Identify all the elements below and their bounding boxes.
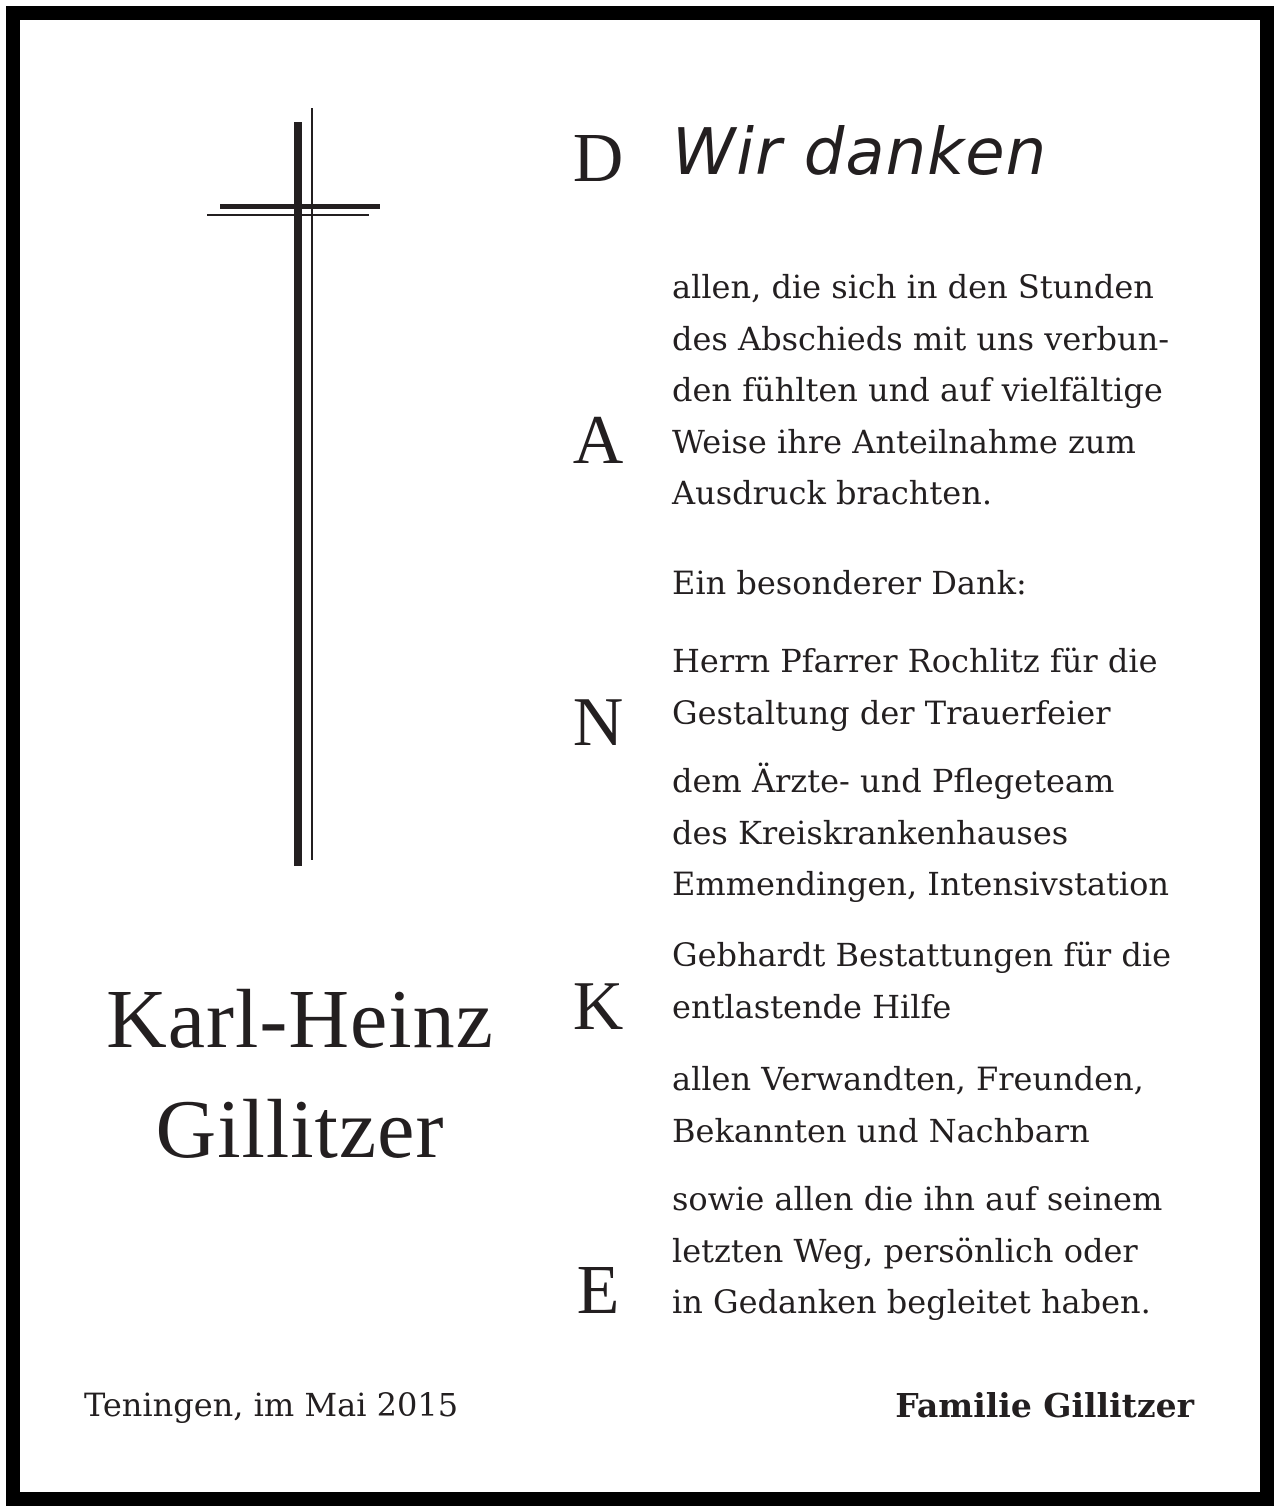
danke-letter-d: D	[572, 120, 624, 197]
text-line: Gestaltung der Trauerfeier	[672, 693, 1111, 732]
danke-letter-a: A	[572, 402, 624, 479]
paragraph-pastor	[672, 636, 1232, 739]
text-line: des Kreiskrankenhauses	[672, 813, 1069, 852]
text-line: Gebhardt Bestattungen für die	[672, 936, 1172, 974]
danke-letter-k: K	[572, 968, 624, 1045]
deceased-first-name: Karl-Heinz	[106, 973, 494, 1066]
heading-wir-danken: Wir danken	[672, 116, 1048, 190]
text-line: Bekannten und Nachbarn	[672, 1111, 1090, 1150]
danke-letter-n: N	[572, 684, 624, 761]
text-line: allen, die sich in den Stunden	[672, 268, 1154, 306]
text-line: Emmendingen, Intensivstation	[672, 865, 1170, 903]
family-signature: Familie Gillitzer	[895, 1386, 1194, 1425]
danke-letter-e: E	[576, 1252, 620, 1329]
place-and-date: Teningen, im Mai 2015	[84, 1386, 459, 1424]
paragraph-thanks-intro	[672, 262, 1232, 520]
paragraph-last-way	[672, 1174, 1232, 1329]
paragraph-funeral-home	[672, 930, 1232, 1033]
deceased-last-name: Gillitzer	[155, 1083, 445, 1176]
text-line: letzten Weg, persönlich oder	[672, 1231, 1138, 1270]
text-line: in Gedanken begleitet haben.	[672, 1283, 1151, 1321]
paragraph-relatives	[672, 1054, 1232, 1157]
text-line: den fühlten und auf vielfältige	[672, 371, 1163, 409]
paragraph-special-thanks	[672, 558, 1232, 610]
text-line: des Abschieds mit uns verbun-	[672, 319, 1170, 358]
text-line: Herrn Pfarrer Rochlitz für die	[672, 642, 1158, 680]
text-line: Weise ihre Anteilnahme zum	[672, 422, 1136, 461]
text-line: dem Ärzte- und Pflegeteam	[672, 762, 1115, 800]
text-line: sowie allen die ihn auf seinem	[672, 1180, 1163, 1218]
text-line: entlastende Hilfe	[672, 987, 952, 1026]
text-line: allen Verwandten, Freunden,	[672, 1060, 1144, 1098]
paragraph-medical-team	[672, 756, 1232, 911]
text-line: Ausdruck brachten.	[672, 474, 992, 512]
text-line: Ein besonderer Dank:	[672, 564, 1027, 602]
